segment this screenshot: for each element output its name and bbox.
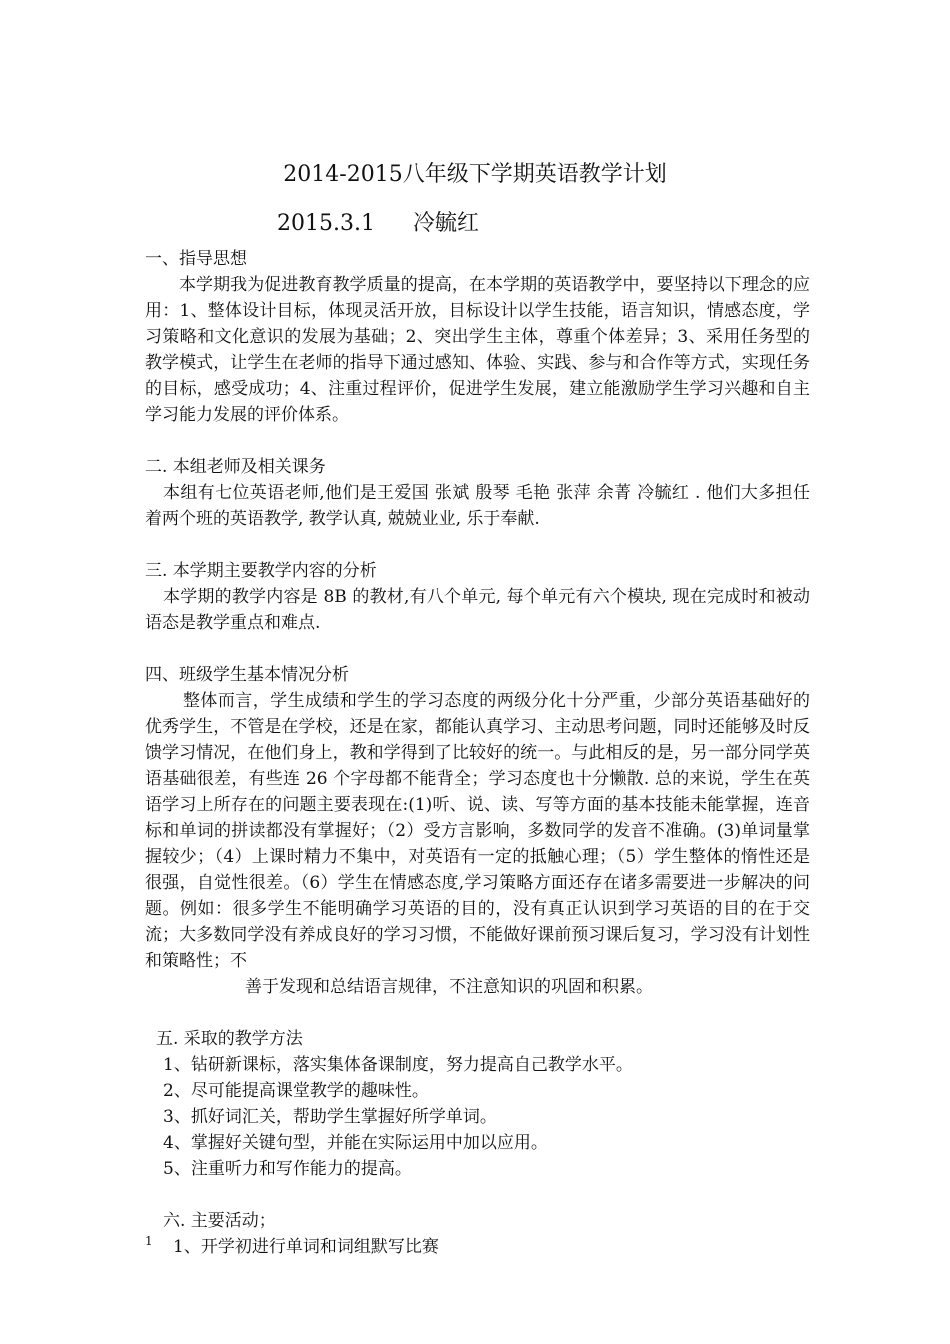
- document-date: 2015.3.1: [277, 211, 375, 236]
- section-5-heading: 五. 采取的教学方法: [156, 1029, 303, 1049]
- section-5-item: 1、钻研新课标，落实集体备课制度，努力提高自己教学水平。: [163, 1055, 633, 1075]
- spacer: [145, 1000, 810, 1026]
- section-5-item: 3、抓好词汇关，帮助学生掌握好所学单词。: [163, 1107, 497, 1127]
- document-byline: [277, 208, 479, 240]
- section-2-heading: 二. 本组老师及相关课务: [145, 457, 326, 477]
- document-body: [145, 246, 810, 1260]
- section-4-heading: 四、班级学生基本情况分析: [145, 665, 349, 685]
- section-6-heading: 六. 主要活动；: [163, 1211, 276, 1231]
- document-title: 2014-2015八年级下学期英语教学计划: [283, 162, 667, 187]
- section-6-item: 1、开学初进行单词和词组默写比赛: [173, 1237, 439, 1257]
- section-3-heading: 三. 本学期主要教学内容的分析: [145, 561, 377, 581]
- section-3-paragraph: 本学期的教学内容是 8B 的教材,有八个单元, 每个单元有六个模块, 现在完成时和被动语态是教学重点和难点.: [145, 587, 810, 633]
- spacer: [145, 1182, 810, 1208]
- spacer: [145, 532, 810, 558]
- spacer: [145, 636, 810, 662]
- spacer: [145, 428, 810, 454]
- section-5-item: 2、尽可能提高课堂教学的趣味性。: [163, 1081, 429, 1101]
- section-5-item: 5、注重听力和写作能力的提高。: [163, 1159, 412, 1179]
- document-author: 冷毓红: [412, 211, 479, 236]
- section-1-heading: 一、指导思想: [145, 249, 247, 269]
- section-4-paragraph: 整体而言，学生成绩和学生的学习态度的两级分化十分严重，少部分英语基础好的优秀学生，不管是在学校，还是在家，都能认真学习、主动思考问题，同时还能够及时反馈学习情况，在他们身上，教和学得到了比较好的统一。与此相反的是，另一部分同学英语基础很差，有些连 26 个字母都不能背全；学习态度也十分懒散. 总的来说，学生在英语学习上所存在的问题主要表现在:(1)听、说、读、写等方面的基本技能未能掌握，连音标和单词的拼读都没有掌握好；（2）受方言影响，多数同学的发音不准确。(3)单词量掌握较少；（4）上课时精力不集中，对英语有一定的抵触心理；（5）学生整体的惰性还是很强，自觉性很差。（6）学生在情感态度,学习策略方面还存在诸多需要进一步解决的问题。例如：很多学生不能明确学习英语的目的，没有真正认识到学习英语的目的在于交流；大多数同学没有养成良好的学习习惯，不能做好课前预习课后复习，学习没有计划性和策略性；不: [145, 691, 810, 971]
- section-4-last-line: 善于发现和总结语言规律，不注意知识的巩固和积累。: [245, 977, 653, 997]
- page-number: 1: [145, 1234, 153, 1248]
- section-2-paragraph: 本组有七位英语老师,他们是王爱国 张斌 殷琴 毛艳 张萍 余菁 冷毓红 . 他们大多担任着两个班的英语教学, 教学认真, 兢兢业业, 乐于奉献.: [145, 483, 810, 529]
- section-5-item: 4、掌握好关键句型，并能在实际运用中加以应用。: [163, 1133, 548, 1153]
- section-1-paragraph: 本学期我为促进教育教学质量的提高，在本学期的英语教学中，要坚持以下理念的应用：1、整体设计目标，体现灵活开放，目标设计以学生技能，语言知识，情感态度，学习策略和文化意识的发展为基础；2、突出学生主体，尊重个体差异；3、采用任务型的教学模式，让学生在老师的指导下通过感知、体验、实践、参与和合作等方式，实现任务的目标，感受成功；4、注重过程评价，促进学生发展，建立能激励学生学习兴趣和自主学习能力发展的评价体系。: [145, 275, 810, 425]
